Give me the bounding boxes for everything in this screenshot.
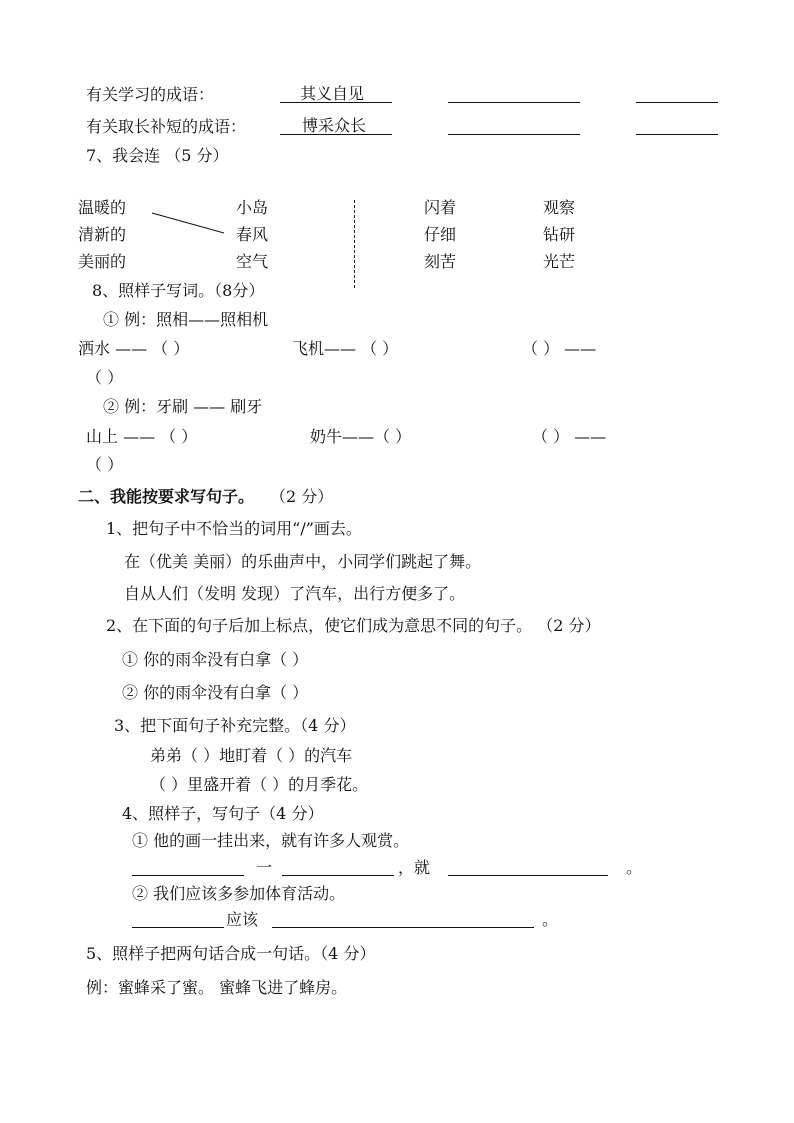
q7-right-a-word[interactable]: 闪着 [424,198,457,217]
s2-q4-title: 4、照样子，写句子（4 分） [122,804,324,823]
s2-q4-blank-3[interactable] [448,875,608,876]
s2-q4-period-1: 。 [626,858,643,877]
q8-row1-item[interactable]: 洒水 —— （ ） [78,339,190,358]
s2-q5-title: 5、照样子把两句话合成一句话。（4 分） [86,944,376,963]
q8-row2-item[interactable]: 山上 —— （ ） [86,427,198,446]
q7-left-word[interactable]: 清新的 [78,225,127,244]
q8-row1-item[interactable]: （ ） —— [522,339,597,358]
s2-q2-sentence-a[interactable]: ① 你的雨伞没有白拿（ ） [122,650,309,669]
s2-q4-period-2: 。 [542,910,559,929]
q7-right-a-word[interactable]: 仔细 [424,225,457,244]
s2-q4-blank-4[interactable] [132,927,224,928]
s2-q4-blank-5[interactable] [272,927,534,928]
s2-q1-sentence-a[interactable]: 在（优美 美丽）的乐曲声中，小同学们跳起了舞。 [124,552,482,571]
q7-right-a-word[interactable]: 刻苦 [424,252,457,271]
s2-q4-yi: 一 [256,858,273,877]
section-2-points: （2 分） [270,487,334,506]
idiom-study-answer: 其义自见 [300,84,365,103]
q8-title: 8、照样子写词。（8分） [92,281,265,300]
q7-left-word[interactable]: 温暖的 [78,198,127,217]
s2-q1-sentence-b[interactable]: 自从人们（发明 发现）了汽车，出行方便多了。 [124,584,466,603]
q8-row2-item[interactable]: 奶牛——（ ） [310,427,412,446]
q7-divider [354,200,355,288]
s2-q4-blank-1[interactable] [132,875,244,876]
idiom-strength-label: 有关取长补短的成语： [86,117,247,136]
q8-row2-item[interactable]: （ ） —— [532,427,607,446]
s2-q3-sentence-a[interactable]: 弟弟（ ）地盯着（ ）的汽车 [150,746,353,765]
q7-left-word[interactable]: 美丽的 [78,252,127,271]
q7-middle-word[interactable]: 空气 [236,252,269,271]
q7-middle-word[interactable]: 小岛 [236,198,269,217]
s2-q4-jiu: ，就 [398,858,431,877]
idiom-study-label: 有关学习的成语： [86,85,215,104]
q8-row2-item[interactable]: （ ） [86,455,124,474]
q7-right-b-word[interactable]: 观察 [543,198,576,217]
s2-q3-title: 3、把下面句子补充完整。（4 分） [114,716,356,735]
s2-q1-title: 1、把句子中不恰当的词用“/”画去。 [106,519,362,538]
q8-example-2: ② 例：牙刷 —— 刷牙 [103,397,263,416]
s2-q4-yinggai: 应该 [226,910,259,929]
q7-right-b-word[interactable]: 光芒 [543,252,576,271]
s2-q2-title: 2、在下面的句子后加上标点，使它们成为意思不同的句子。 （2 分） [106,616,601,635]
idiom-strength-answer: 博采众长 [302,116,367,135]
s2-q3-sentence-b[interactable]: （ ）里盛开着（ ）的月季花。 [150,775,369,794]
q7-middle-word[interactable]: 春风 [236,225,269,244]
s2-q4-example-2: ② 我们应该多参加体育活动。 [132,884,346,903]
q8-row1-item[interactable]: 飞机—— （ ） [292,339,399,358]
q7-title: 7、我会连 （5 分） [86,146,229,165]
s2-q4-blank-2[interactable] [282,875,394,876]
q7-right-b-word[interactable]: 钻研 [543,225,576,244]
s2-q5-example: 例：蜜蜂采了蜜。 蜜蜂飞进了蜂房。 [86,978,348,997]
q8-row1-item[interactable]: （ ） [86,368,124,387]
s2-q4-example-1: ① 他的画一挂出来，就有许多人观赏。 [132,831,410,850]
s2-q2-sentence-b[interactable]: ② 你的雨伞没有白拿（ ） [122,683,309,702]
q8-example-1: ① 例：照相——照相机 [103,310,269,329]
section-2-heading: 二、我能按要求写句子。 [78,487,255,506]
